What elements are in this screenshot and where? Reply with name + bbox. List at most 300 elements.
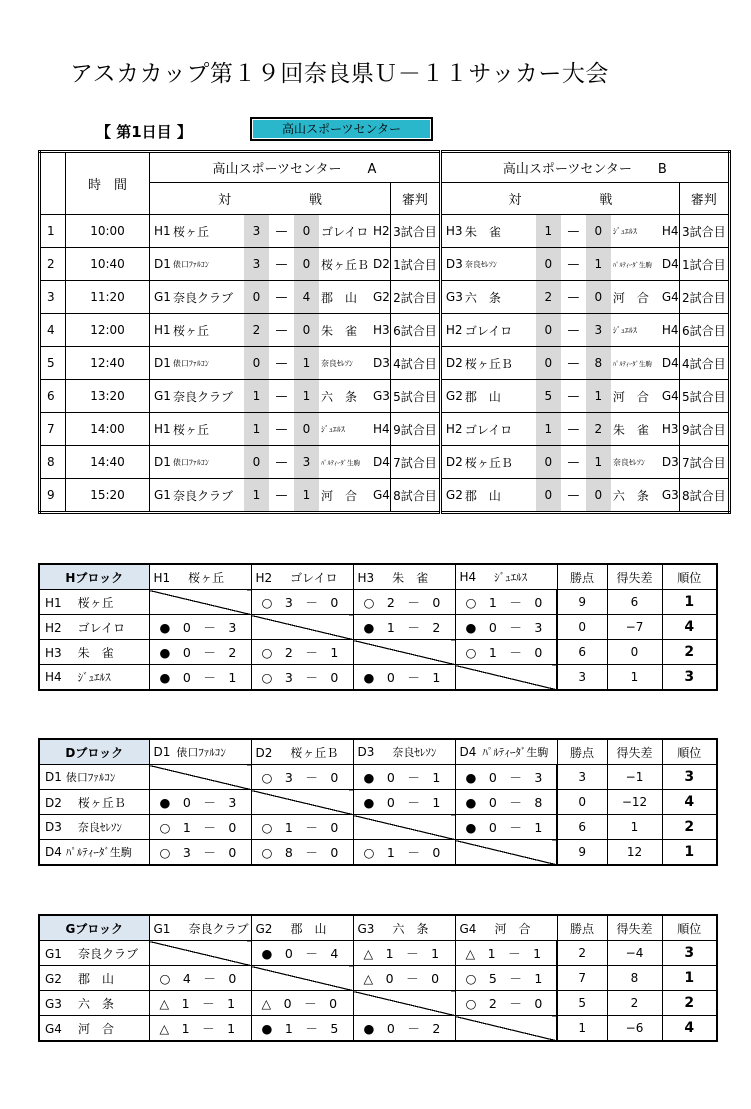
time-header: 時 間: [66, 152, 150, 215]
self-match-diagonal: [149, 590, 251, 615]
team1-code: D1: [150, 446, 171, 479]
team1-code: H1: [150, 314, 171, 347]
team2-name: 六 条: [319, 380, 369, 413]
team2-name: ﾊﾟﾙﾃｨｰﾀﾞ生駒: [611, 347, 658, 380]
team-name: 六 条: [77, 996, 114, 1011]
match-number: 5: [40, 347, 66, 380]
standings-row: [39, 665, 717, 691]
stat-header-rank: 順位: [662, 915, 717, 941]
score-2: 1: [586, 446, 611, 479]
team-name: ゴレイロ: [290, 570, 338, 585]
team-name: ﾊﾟﾙﾃｨｰﾀﾞ生駒: [65, 846, 132, 859]
team1-code: H2: [440, 413, 462, 446]
points: 6: [557, 640, 607, 665]
team-name: 河 合: [77, 1021, 114, 1036]
team-code: H3: [357, 570, 375, 585]
referee-assignment: 2試合目: [679, 281, 729, 314]
score-dash: —: [561, 479, 586, 513]
match-number: 2: [40, 248, 66, 281]
goal-difference: −12: [607, 790, 662, 815]
team1-name: 奈良クラブ: [171, 479, 244, 513]
team2-name: 朱 雀: [319, 314, 369, 347]
team-column-header: [455, 564, 557, 590]
stat-header-gd: 得失差: [607, 564, 662, 590]
self-match-diagonal: [149, 941, 251, 966]
standings-header-row: [39, 915, 717, 941]
referee-assignment: 8試合目: [390, 479, 440, 513]
team1-code: H1: [150, 215, 171, 248]
team2-code: D4: [658, 347, 679, 380]
standings-row: [39, 640, 717, 665]
team1-name: 俵口ﾌｧﾙｺﾝ: [171, 248, 244, 281]
points: 5: [557, 991, 607, 1016]
block-name: Gブロック: [39, 915, 149, 941]
referee-assignment: 8試合目: [679, 479, 729, 513]
team2-name: 河 合: [319, 479, 369, 513]
stat-header-pts: 勝点: [557, 564, 607, 590]
page-title: アスカカップ第１９回奈良県Ｕ－１１サッカー大会: [70, 61, 609, 87]
match-result: △ 1 － 1: [353, 941, 455, 966]
self-match-diagonal: [455, 1016, 557, 1042]
row-team-label: [39, 815, 149, 840]
score-1: 0: [536, 446, 561, 479]
score-1: 1: [244, 479, 269, 513]
referee-assignment: 3試合目: [679, 215, 729, 248]
team-code: D2: [45, 795, 62, 810]
team-name: 朱 雀: [77, 645, 114, 660]
match-number: 7: [40, 413, 66, 446]
score-2: 4: [294, 281, 319, 314]
rank: 1: [662, 840, 717, 866]
team1-code: D2: [440, 446, 462, 479]
match-number: 4: [40, 314, 66, 347]
team-column-header: [251, 915, 353, 941]
standings-row: [39, 590, 717, 615]
rank: 4: [662, 790, 717, 815]
score-1: 2: [244, 314, 269, 347]
score-1: 0: [536, 347, 561, 380]
team2-name: ﾊﾟﾙﾃｨｰﾀﾞ生駒: [611, 248, 658, 281]
team1-name: 俵口ﾌｧﾙｺﾝ: [171, 347, 244, 380]
team2-code: G4: [658, 380, 679, 413]
standings-row: [39, 840, 717, 866]
team1-code: G1: [150, 281, 171, 314]
score-dash: —: [269, 347, 294, 380]
team1-name: 桜ヶ丘Ｂ: [463, 347, 536, 380]
score-1: 0: [536, 248, 561, 281]
points: 3: [557, 665, 607, 691]
match-result: ● 0 － 3: [455, 615, 557, 640]
team1-code: D2: [440, 347, 462, 380]
team2-code: H3: [369, 314, 390, 347]
points: 2: [557, 941, 607, 966]
referee-assignment: 6試合目: [390, 314, 440, 347]
ref-header-a: 審判: [390, 183, 440, 215]
goal-difference: 2: [607, 991, 662, 1016]
team1-name: 六 条: [463, 281, 536, 314]
match-result: ○ 1 － 0: [353, 840, 455, 866]
points: 7: [557, 966, 607, 991]
team-name: ｼﾞｭｴﾙｽ: [77, 671, 111, 684]
match-time: 14:00: [66, 413, 150, 446]
team1-name: 桜ヶ丘: [171, 314, 244, 347]
row-team-label: [39, 991, 149, 1016]
team2-code: G3: [658, 479, 679, 513]
team-code: H4: [45, 670, 62, 684]
goal-difference: −7: [607, 615, 662, 640]
ref-header-b: 審判: [679, 183, 729, 215]
goal-difference: 1: [607, 815, 662, 840]
team-code: H1: [153, 570, 171, 585]
team2-code: H2: [369, 215, 390, 248]
team-name: 俵口ﾌｧﾙｺﾝ: [65, 771, 116, 784]
score-1: 5: [536, 380, 561, 413]
team-code: D3: [45, 820, 62, 834]
score-2: 8: [586, 347, 611, 380]
team-code: D4: [459, 745, 477, 759]
team1-name: 桜ヶ丘: [171, 413, 244, 446]
match-result: ○ 3 － 0: [149, 840, 251, 866]
points: 3: [557, 765, 607, 790]
match-result: ○ 3 － 0: [251, 765, 353, 790]
match-result: ● 1 － 2: [353, 615, 455, 640]
standings-row: [39, 765, 717, 790]
team-name: ｼﾞｭｴﾙｽ: [494, 571, 528, 584]
self-match-diagonal: [149, 765, 251, 790]
stat-header-rank: 順位: [662, 739, 717, 765]
score-dash: —: [269, 413, 294, 446]
rank: 2: [662, 815, 717, 840]
match-result: ○ 5 － 1: [455, 966, 557, 991]
score-1: 0: [244, 281, 269, 314]
score-1: 1: [244, 380, 269, 413]
row-team-label: [39, 840, 149, 866]
row-team-label: [39, 1016, 149, 1042]
score-2: 2: [586, 413, 611, 446]
standings-row: [39, 815, 717, 840]
match-row: [40, 314, 730, 347]
row-team-label: [39, 790, 149, 815]
score-2: 1: [294, 479, 319, 513]
referee-assignment: 7試合目: [390, 446, 440, 479]
goal-difference: 6: [607, 590, 662, 615]
team2-code: D4: [658, 248, 679, 281]
match-result: ● 0 － 8: [455, 790, 557, 815]
team-code: G2: [45, 971, 62, 986]
team2-name: ｼﾞｭｴﾙｽ: [611, 314, 658, 347]
score-dash: —: [561, 413, 586, 446]
match-row: [40, 347, 730, 380]
score-1: 0: [536, 479, 561, 513]
field-name-a: 高山スポーツセンター A: [150, 152, 441, 183]
referee-assignment: 7試合目: [679, 446, 729, 479]
team1-code: G1: [150, 380, 171, 413]
self-match-diagonal: [353, 815, 455, 840]
referee-assignment: 9試合目: [390, 413, 440, 446]
match-number: 1: [40, 215, 66, 248]
score-1: 1: [536, 413, 561, 446]
match-result: ● 0 － 1: [455, 815, 557, 840]
venue-label: 高山スポーツセンター: [250, 117, 433, 141]
team1-code: G2: [440, 380, 462, 413]
match-row: [40, 479, 730, 513]
referee-assignment: 1試合目: [679, 248, 729, 281]
team1-code: G3: [440, 281, 462, 314]
standings-table-Hブロック: [38, 563, 718, 691]
match-result: ● 0 － 2: [149, 640, 251, 665]
match-row: [40, 413, 730, 446]
score-2: 0: [294, 314, 319, 347]
rank: 3: [662, 765, 717, 790]
match-result: ○ 3 － 0: [251, 590, 353, 615]
team2-name: 桜ヶ丘Ｂ: [319, 248, 369, 281]
team2-code: G3: [369, 380, 390, 413]
match-result: ○ 2 － 1: [251, 640, 353, 665]
day-label: 【 第1日目 】: [96, 123, 192, 141]
score-1: 1: [244, 413, 269, 446]
team-name: 桜ヶ丘: [188, 570, 225, 585]
match-result: ○ 2 － 0: [455, 991, 557, 1016]
team-column-header: [455, 739, 557, 765]
team2-code: G4: [369, 479, 390, 513]
team2-name: 奈良ｾﾚｿﾝ: [611, 446, 658, 479]
team1-name: ゴレイロ: [463, 413, 536, 446]
team-code: G1: [153, 921, 171, 936]
match-result: ● 0 － 3: [149, 615, 251, 640]
team2-name: 河 合: [611, 380, 658, 413]
field-name-b: 高山スポーツセンター B: [440, 152, 729, 183]
score-2: 0: [586, 281, 611, 314]
score-1: 3: [244, 248, 269, 281]
match-result: ● 0 － 2: [353, 1016, 455, 1042]
team1-code: G1: [150, 479, 171, 513]
score-dash: —: [269, 446, 294, 479]
self-match-diagonal: [455, 665, 557, 691]
team-name: 郡 山: [290, 921, 327, 936]
match-result: ● 1 － 5: [251, 1016, 353, 1042]
goal-difference: 12: [607, 840, 662, 866]
score-2: 3: [294, 446, 319, 479]
team-code: H3: [45, 645, 62, 660]
score-2: 0: [586, 215, 611, 248]
match-time: 15:20: [66, 479, 150, 513]
team-name: 奈良ｾﾚｿﾝ: [77, 821, 122, 834]
match-result: △ 0 － 0: [251, 991, 353, 1016]
match-row: [40, 248, 730, 281]
points: 1: [557, 1016, 607, 1042]
schedule-header-row: [40, 152, 730, 183]
no-header: [40, 152, 66, 215]
team1-name: 郡 山: [463, 479, 536, 513]
match-time: 10:00: [66, 215, 150, 248]
match-result: ○ 1 － 0: [455, 590, 557, 615]
goal-difference: −1: [607, 765, 662, 790]
stat-header-rank: 順位: [662, 564, 717, 590]
team-column-header: [149, 915, 251, 941]
goal-difference: 8: [607, 966, 662, 991]
block-name: Dブロック: [39, 739, 149, 765]
score-2: 1: [586, 248, 611, 281]
points: 0: [557, 790, 607, 815]
standings-header-row: [39, 564, 717, 590]
match-time: 12:00: [66, 314, 150, 347]
team2-name: 河 合: [611, 281, 658, 314]
match-row: [40, 215, 730, 248]
team2-name: 六 条: [611, 479, 658, 513]
team-column-header: [455, 915, 557, 941]
points: 9: [557, 840, 607, 866]
team2-code: D2: [369, 248, 390, 281]
goal-difference: −4: [607, 941, 662, 966]
standings-table-Dブロック: [38, 738, 718, 866]
referee-assignment: 4試合目: [679, 347, 729, 380]
referee-assignment: 3試合目: [390, 215, 440, 248]
team-name: 桜ヶ丘Ｂ: [290, 745, 339, 760]
team1-code: D1: [150, 248, 171, 281]
team-name: 河 合: [494, 921, 531, 936]
team2-name: 奈良ｾﾚｿﾝ: [319, 347, 369, 380]
rank: 3: [662, 941, 717, 966]
match-time: 13:20: [66, 380, 150, 413]
self-match-diagonal: [251, 790, 353, 815]
match-result: △ 1 － 1: [149, 991, 251, 1016]
team-code: H1: [45, 595, 62, 610]
team1-name: 奈良クラブ: [171, 380, 244, 413]
self-match-diagonal: [353, 991, 455, 1016]
referee-assignment: 4試合目: [390, 347, 440, 380]
team-column-header: [251, 564, 353, 590]
team-name: 六 条: [392, 921, 429, 936]
match-result: ○ 4 － 0: [149, 966, 251, 991]
stat-header-gd: 得失差: [607, 915, 662, 941]
score-dash: —: [269, 314, 294, 347]
stat-header-pts: 勝点: [557, 915, 607, 941]
match-result: ○ 2 － 0: [353, 590, 455, 615]
team1-code: H3: [440, 215, 462, 248]
match-header-b: 対 戦: [440, 183, 679, 215]
score-dash: —: [269, 215, 294, 248]
team2-code: D3: [369, 347, 390, 380]
team-name: 朱 雀: [392, 570, 429, 585]
points: 0: [557, 615, 607, 640]
match-result: ○ 3 － 0: [251, 665, 353, 691]
score-2: 1: [586, 380, 611, 413]
team1-name: 桜ヶ丘Ｂ: [463, 446, 536, 479]
team2-name: ゴレイロ: [319, 215, 369, 248]
score-dash: —: [561, 347, 586, 380]
goal-difference: 0: [607, 640, 662, 665]
match-number: 6: [40, 380, 66, 413]
rank: 4: [662, 1016, 717, 1042]
block-name: Hブロック: [39, 564, 149, 590]
team-code: D3: [357, 745, 375, 759]
referee-assignment: 2試合目: [390, 281, 440, 314]
referee-assignment: 5試合目: [390, 380, 440, 413]
team-column-header: [353, 915, 455, 941]
team2-code: G2: [369, 281, 390, 314]
team1-code: H2: [440, 314, 462, 347]
team2-code: H4: [658, 314, 679, 347]
score-2: 0: [294, 215, 319, 248]
match-result: ○ 1 － 0: [251, 815, 353, 840]
score-dash: —: [561, 314, 586, 347]
standings-row: [39, 1016, 717, 1042]
referee-assignment: 9試合目: [679, 413, 729, 446]
score-dash: —: [561, 215, 586, 248]
score-dash: —: [561, 281, 586, 314]
row-team-label: [39, 590, 149, 615]
rank: 3: [662, 665, 717, 691]
self-match-diagonal: [353, 640, 455, 665]
rank: 4: [662, 615, 717, 640]
team2-name: ｼﾞｭｴﾙｽ: [611, 215, 658, 248]
team-column-header: [353, 564, 455, 590]
match-result: ● 0 － 1: [353, 665, 455, 691]
rank: 2: [662, 991, 717, 1016]
match-result: △ 0 － 0: [353, 966, 455, 991]
team-code: G1: [45, 946, 62, 961]
team-name: 郡 山: [77, 971, 114, 986]
match-result: ● 0 － 3: [149, 790, 251, 815]
match-time: 10:40: [66, 248, 150, 281]
score-dash: —: [269, 479, 294, 513]
row-team-label: [39, 765, 149, 790]
score-2: 0: [294, 248, 319, 281]
standings-row: [39, 615, 717, 640]
team-name: ﾊﾟﾙﾃｨｰﾀﾞ生駒: [482, 746, 549, 759]
match-number: 3: [40, 281, 66, 314]
score-1: 3: [244, 215, 269, 248]
team1-name: 桜ヶ丘: [171, 215, 244, 248]
match-time: 14:40: [66, 446, 150, 479]
match-time: 11:20: [66, 281, 150, 314]
match-result: ○ 1 － 0: [455, 640, 557, 665]
team-code: D1: [45, 770, 62, 784]
match-result: ● 0 － 4: [251, 941, 353, 966]
stat-header-pts: 勝点: [557, 739, 607, 765]
standings-row: [39, 941, 717, 966]
match-row: [40, 446, 730, 479]
match-result: ● 0 － 1: [353, 790, 455, 815]
self-match-diagonal: [251, 615, 353, 640]
team2-name: 朱 雀: [611, 413, 658, 446]
team-column-header: [149, 739, 251, 765]
team-code: H2: [255, 570, 273, 585]
row-team-label: [39, 640, 149, 665]
team-code: G3: [357, 921, 375, 936]
team2-code: D3: [658, 446, 679, 479]
team-column-header: [251, 739, 353, 765]
team2-name: ｼﾞｭｴﾙｽ: [319, 413, 369, 446]
referee-assignment: 5試合目: [679, 380, 729, 413]
rank: 2: [662, 640, 717, 665]
match-result: ● 0 － 1: [353, 765, 455, 790]
team-name: 奈良クラブ: [188, 921, 249, 936]
goal-difference: 1: [607, 665, 662, 691]
team1-code: H1: [150, 413, 171, 446]
match-result: ○ 8 － 0: [251, 840, 353, 866]
team1-code: D3: [440, 248, 462, 281]
team-name: 奈良クラブ: [77, 946, 138, 961]
row-team-label: [39, 966, 149, 991]
score-2: 0: [586, 479, 611, 513]
match-row: [40, 380, 730, 413]
team1-name: 朱 雀: [463, 215, 536, 248]
team1-name: 奈良クラブ: [171, 281, 244, 314]
standings-table-Gブロック: [38, 914, 718, 1042]
referee-assignment: 6試合目: [679, 314, 729, 347]
team1-name: 俵口ﾌｧﾙｺﾝ: [171, 446, 244, 479]
